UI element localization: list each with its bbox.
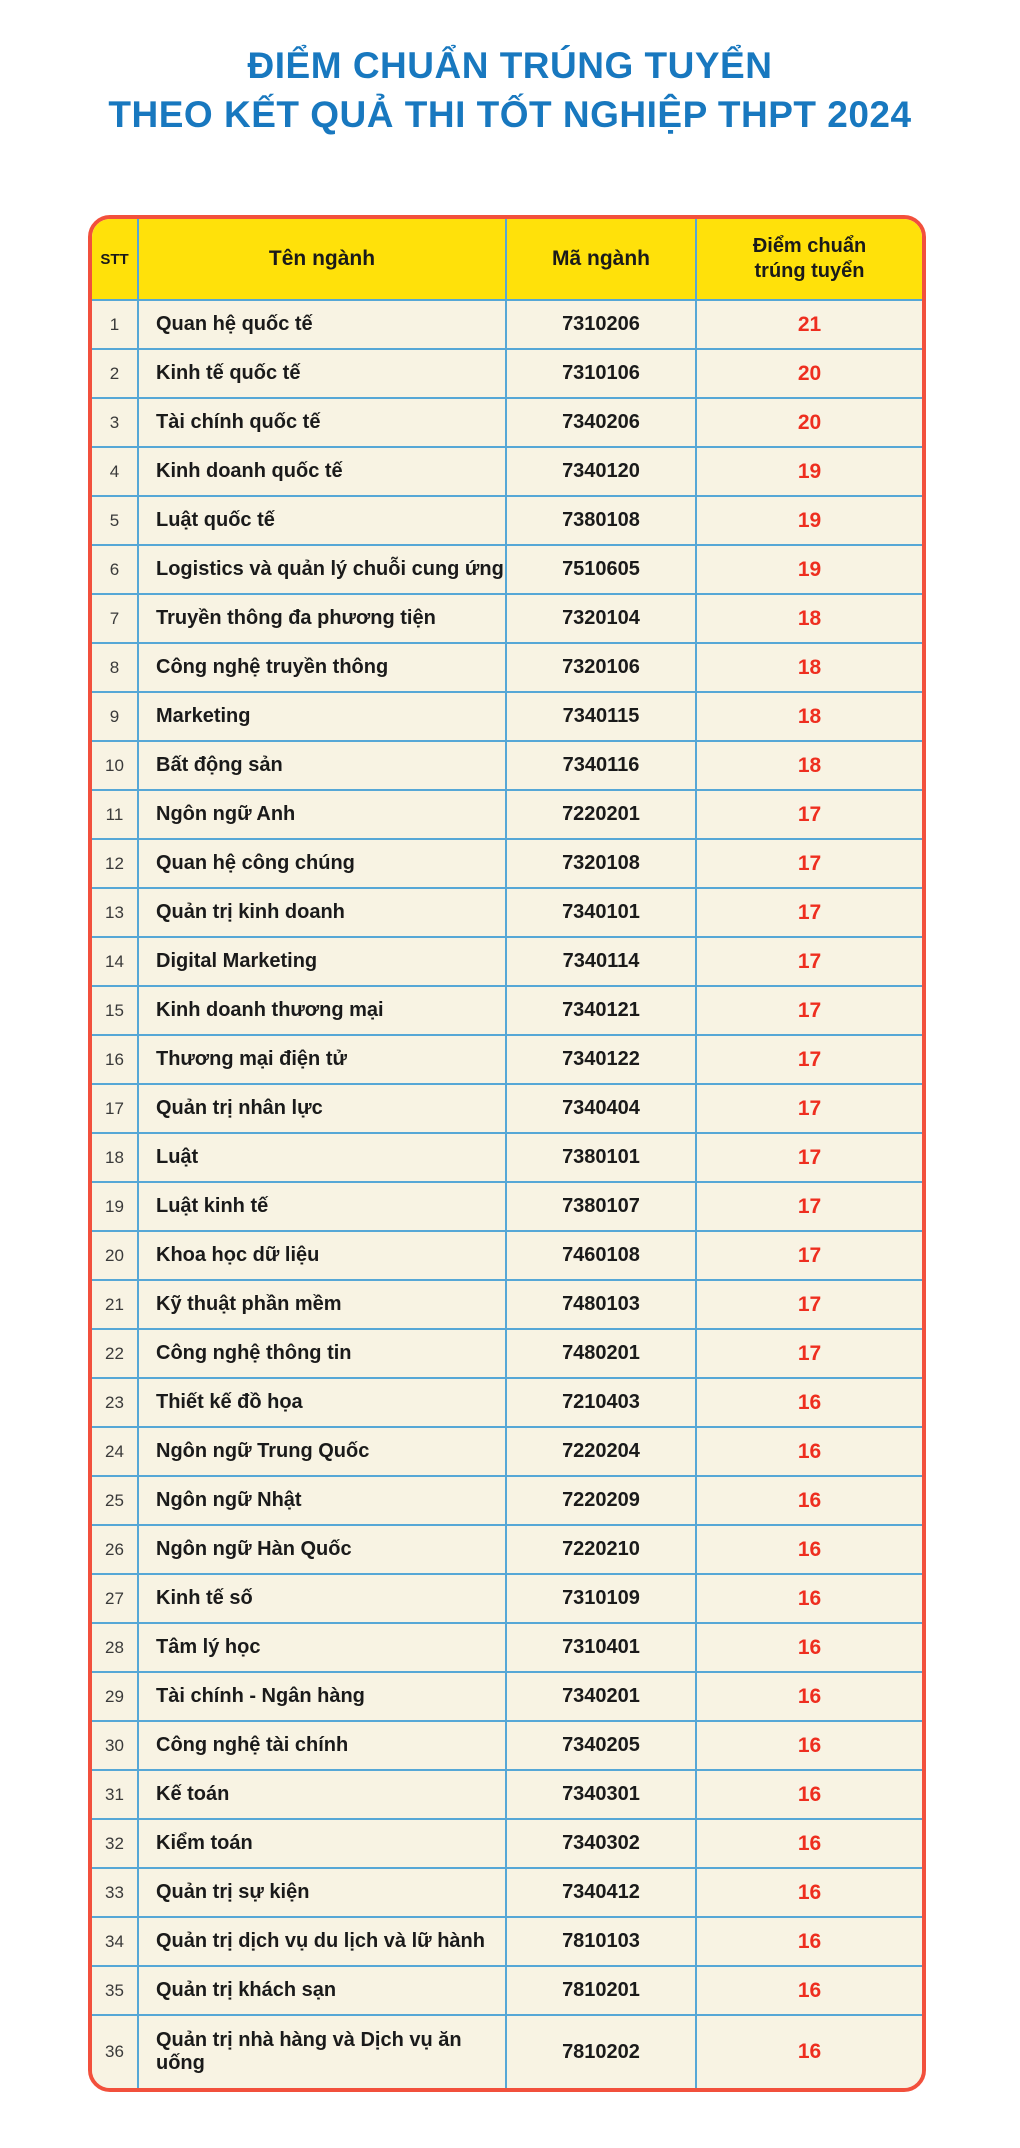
row-stt: 6: [92, 546, 139, 593]
row-stt: 29: [92, 1673, 139, 1720]
row-score: 17: [797, 1047, 822, 1071]
admission-score-table: [88, 215, 926, 2092]
table-row: [92, 1965, 922, 2014]
row-stt: 26: [92, 1526, 139, 1573]
table-row: [92, 642, 922, 691]
row-score: 16: [797, 1537, 822, 1561]
row-stt: 19: [92, 1183, 139, 1230]
row-code: 7340404: [507, 1085, 697, 1132]
table-row: [92, 1720, 922, 1769]
row-score: 20: [797, 410, 822, 434]
table-row: [92, 1377, 922, 1426]
row-code: 7340301: [507, 1771, 697, 1818]
row-stt: 27: [92, 1575, 139, 1622]
row-name: Quản trị sự kiện: [139, 1869, 507, 1916]
row-stt: 7: [92, 595, 139, 642]
row-score: 16: [797, 1586, 822, 1610]
row-name: Tài chính quốc tế: [139, 399, 507, 446]
row-score: 18: [797, 606, 822, 630]
table-row: [92, 2014, 922, 2088]
row-code: 7340122: [507, 1036, 697, 1083]
row-code: 7340302: [507, 1820, 697, 1867]
table-row: [92, 1769, 922, 1818]
row-score: 17: [797, 1194, 822, 1218]
row-score: 17: [797, 1096, 822, 1120]
row-name: Marketing: [139, 693, 507, 740]
header-diem-chuan-line1: Điểm chuẩn: [752, 235, 867, 257]
row-name: Quan hệ công chúng: [139, 840, 507, 887]
row-score: 17: [797, 851, 822, 875]
table-row: [92, 446, 922, 495]
row-stt: 2: [92, 350, 139, 397]
table-row: [92, 1671, 922, 1720]
table-row: [92, 1083, 922, 1132]
row-stt: 15: [92, 987, 139, 1034]
row-code: 7320106: [507, 644, 697, 691]
table-row: [92, 691, 922, 740]
row-stt: 32: [92, 1820, 139, 1867]
row-code: 7220204: [507, 1428, 697, 1475]
row-stt: 22: [92, 1330, 139, 1377]
row-name: Quản trị dịch vụ du lịch và lữ hành: [139, 1918, 507, 1965]
row-code: 7340101: [507, 889, 697, 936]
table-row: [92, 1867, 922, 1916]
table-row: [92, 1573, 922, 1622]
row-name: Kỹ thuật phần mềm: [139, 1281, 507, 1328]
row-score: 18: [797, 753, 822, 777]
row-score: 16: [797, 1929, 822, 1953]
table-row: [92, 1622, 922, 1671]
table-row: [92, 1181, 922, 1230]
row-code: 7340412: [507, 1869, 697, 1916]
row-name: Kế toán: [139, 1771, 507, 1818]
row-name: Kinh tế quốc tế: [139, 350, 507, 397]
table-row: [92, 1524, 922, 1573]
row-score: 18: [797, 655, 822, 679]
row-code: 7480103: [507, 1281, 697, 1328]
page-title-line1: ĐIỂM CHUẨN TRÚNG TUYỂN: [247, 45, 773, 86]
row-stt: 36: [92, 2016, 139, 2088]
row-code: 7380101: [507, 1134, 697, 1181]
row-score: 17: [797, 949, 822, 973]
row-stt: 23: [92, 1379, 139, 1426]
row-stt: 13: [92, 889, 139, 936]
row-score: 18: [797, 704, 822, 728]
row-score: 17: [797, 1292, 822, 1316]
row-code: 7340115: [507, 693, 697, 740]
row-name: Quản trị nhà hàng và Dịch vụ ăn uống: [139, 2016, 507, 2088]
row-score: 16: [797, 1880, 822, 1904]
row-score: 17: [797, 900, 822, 924]
row-code: 7340116: [507, 742, 697, 789]
table-row: [92, 740, 922, 789]
row-name: Thương mại điện tử: [139, 1036, 507, 1083]
row-score: 16: [797, 1684, 822, 1708]
row-stt: 3: [92, 399, 139, 446]
row-name: Luật quốc tế: [139, 497, 507, 544]
row-score: 21: [797, 312, 822, 336]
row-stt: 34: [92, 1918, 139, 1965]
row-name: Quản trị khách sạn: [139, 1967, 507, 2014]
table-body: [92, 299, 922, 2088]
row-code: 7210403: [507, 1379, 697, 1426]
row-code: 7310106: [507, 350, 697, 397]
table-row: [92, 838, 922, 887]
page-title-line2: THEO KẾT QUẢ THI TỐT NGHIỆP THPT 2024: [108, 93, 912, 135]
row-stt: 33: [92, 1869, 139, 1916]
row-code: 7310206: [507, 301, 697, 348]
header-ten-nganh: Tên ngành: [139, 219, 507, 299]
row-name: Luật: [139, 1134, 507, 1181]
row-name: Digital Marketing: [139, 938, 507, 985]
header-ma-nganh: Mã ngành: [507, 219, 697, 299]
row-stt: 5: [92, 497, 139, 544]
row-stt: 18: [92, 1134, 139, 1181]
row-code: 7460108: [507, 1232, 697, 1279]
table-row: [92, 1328, 922, 1377]
row-name: Bất động sản: [139, 742, 507, 789]
row-score: 16: [797, 1978, 822, 2002]
row-score: 16: [797, 1635, 822, 1659]
row-name: Ngôn ngữ Trung Quốc: [139, 1428, 507, 1475]
row-score: 17: [797, 802, 822, 826]
row-code: 7340114: [507, 938, 697, 985]
row-code: 7220209: [507, 1477, 697, 1524]
row-name: Truyền thông đa phương tiện: [139, 595, 507, 642]
table-row: [92, 1034, 922, 1083]
row-score: 16: [797, 1733, 822, 1757]
table-row: [92, 789, 922, 838]
row-stt: 21: [92, 1281, 139, 1328]
row-code: 7310109: [507, 1575, 697, 1622]
row-code: 7340120: [507, 448, 697, 495]
row-code: 7340206: [507, 399, 697, 446]
row-code: 7320108: [507, 840, 697, 887]
row-stt: 20: [92, 1232, 139, 1279]
row-stt: 25: [92, 1477, 139, 1524]
row-score: 19: [797, 557, 822, 581]
row-score: 16: [797, 2040, 822, 2063]
row-score: 16: [797, 1488, 822, 1512]
row-stt: 8: [92, 644, 139, 691]
row-score: 16: [797, 1439, 822, 1463]
row-stt: 31: [92, 1771, 139, 1818]
header-stt: STT: [92, 219, 139, 299]
table-row: [92, 1818, 922, 1867]
row-code: 7480201: [507, 1330, 697, 1377]
row-code: 7220201: [507, 791, 697, 838]
row-score: 16: [797, 1831, 822, 1855]
row-name: Khoa học dữ liệu: [139, 1232, 507, 1279]
row-name: Ngôn ngữ Nhật: [139, 1477, 507, 1524]
row-name: Kiểm toán: [139, 1820, 507, 1867]
row-score: 16: [797, 1782, 822, 1806]
row-score: 17: [797, 1243, 822, 1267]
table-header-row: [92, 219, 922, 299]
row-name: Luật kinh tế: [139, 1183, 507, 1230]
row-score: 20: [797, 361, 822, 385]
row-score: 19: [797, 459, 822, 483]
row-stt: 35: [92, 1967, 139, 2014]
row-stt: 12: [92, 840, 139, 887]
table-row: [92, 1279, 922, 1328]
row-code: 7810103: [507, 1918, 697, 1965]
table-row: [92, 1132, 922, 1181]
row-stt: 24: [92, 1428, 139, 1475]
row-stt: 16: [92, 1036, 139, 1083]
table-row: [92, 397, 922, 446]
table-row: [92, 593, 922, 642]
table-row: [92, 985, 922, 1034]
row-code: 7340121: [507, 987, 697, 1034]
row-score: 19: [797, 508, 822, 532]
row-stt: 30: [92, 1722, 139, 1769]
row-name: Tâm lý học: [139, 1624, 507, 1671]
row-name: Kinh doanh quốc tế: [139, 448, 507, 495]
row-stt: 10: [92, 742, 139, 789]
row-code: 7510605: [507, 546, 697, 593]
row-name: Công nghệ tài chính: [139, 1722, 507, 1769]
table-row: [92, 348, 922, 397]
header-diem-chuan: [697, 219, 922, 299]
row-name: Quản trị kinh doanh: [139, 889, 507, 936]
row-name: Công nghệ truyền thông: [139, 644, 507, 691]
row-score: 16: [797, 1390, 822, 1414]
row-stt: 14: [92, 938, 139, 985]
row-stt: 11: [92, 791, 139, 838]
row-score: 17: [797, 1145, 822, 1169]
table-row: [92, 1230, 922, 1279]
table-row: [92, 1426, 922, 1475]
page-title: [0, 42, 1020, 140]
row-name: Logistics và quản lý chuỗi cung ứng: [139, 546, 507, 593]
row-code: 7810201: [507, 1967, 697, 2014]
row-name: Công nghệ thông tin: [139, 1330, 507, 1377]
row-code: 7310401: [507, 1624, 697, 1671]
table-row: [92, 544, 922, 593]
row-stt: 1: [92, 301, 139, 348]
row-name: Ngôn ngữ Hàn Quốc: [139, 1526, 507, 1573]
table-row: [92, 1475, 922, 1524]
row-code: 7340205: [507, 1722, 697, 1769]
row-code: 7380108: [507, 497, 697, 544]
row-code: 7810202: [507, 2016, 697, 2088]
row-stt: 4: [92, 448, 139, 495]
row-stt: 9: [92, 693, 139, 740]
row-stt: 28: [92, 1624, 139, 1671]
row-name: Tài chính - Ngân hàng: [139, 1673, 507, 1720]
table-row: [92, 299, 922, 348]
row-code: 7320104: [507, 595, 697, 642]
row-code: 7220210: [507, 1526, 697, 1573]
row-name: Thiết kế đồ họa: [139, 1379, 507, 1426]
row-code: 7380107: [507, 1183, 697, 1230]
table-row: [92, 495, 922, 544]
table-row: [92, 887, 922, 936]
row-name: Quản trị nhân lực: [139, 1085, 507, 1132]
row-name: Kinh tế số: [139, 1575, 507, 1622]
row-score: 17: [797, 1341, 822, 1365]
row-name: Kinh doanh thương mại: [139, 987, 507, 1034]
row-name: Quan hệ quốc tế: [139, 301, 507, 348]
row-stt: 17: [92, 1085, 139, 1132]
table-row: [92, 936, 922, 985]
row-score: 17: [797, 998, 822, 1022]
row-code: 7340201: [507, 1673, 697, 1720]
row-name: Ngôn ngữ Anh: [139, 791, 507, 838]
table-row: [92, 1916, 922, 1965]
header-diem-chuan-line2: trúng tuyển: [754, 260, 865, 282]
